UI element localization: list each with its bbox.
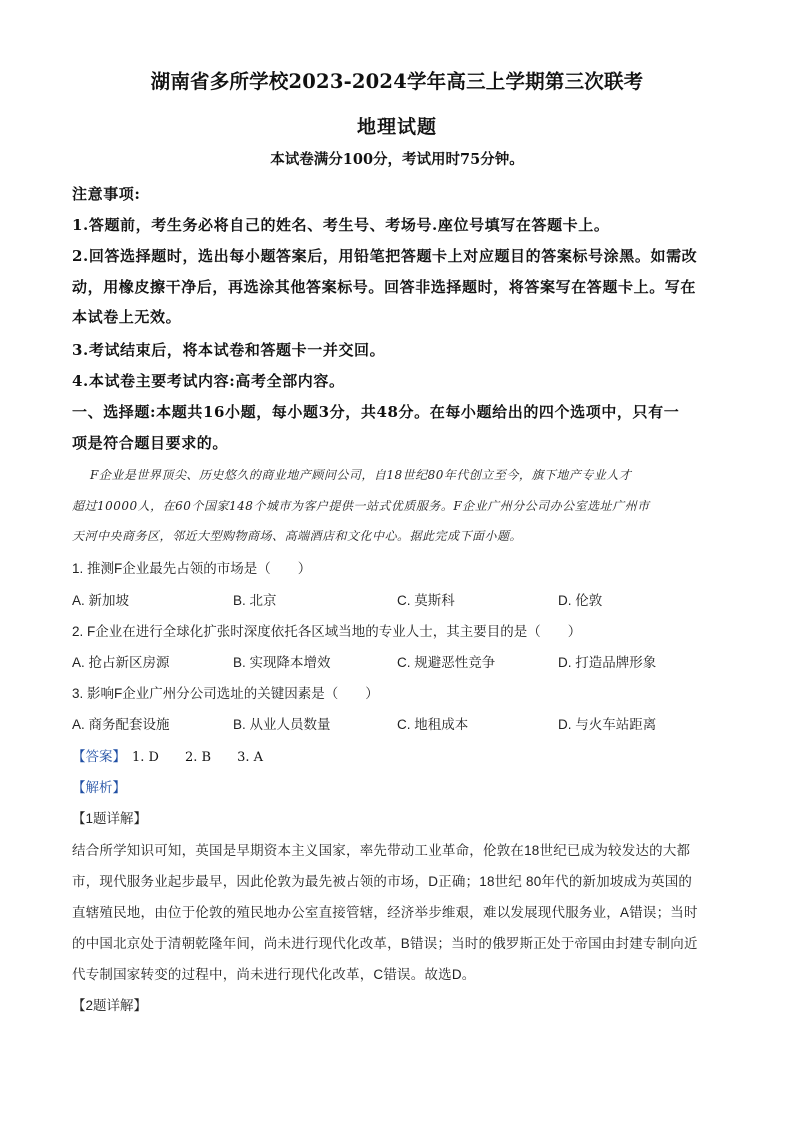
analysis-q1-line-1: 结合所学知识可知，英国是早期资本主义国家，率先带动工业革命，伦敦在18世纪已成为较发达的大都 xyxy=(72,843,691,858)
passage-line-1: F企业是世界顶尖、历史悠久的商业地产顾问公司，自18世纪80年代创立至今，旗下地产专业人才 xyxy=(90,468,632,482)
analysis-q1-heading: 【1题详解】 xyxy=(72,811,148,826)
question-1-stem: 1. 推测F企业最先占领的市场是（ ） xyxy=(72,561,312,576)
subject-title: 地理试题 xyxy=(356,116,437,138)
question-1-option-b: B. 北京 xyxy=(233,593,277,608)
note-item-2-line-3: 本试卷上无效。 xyxy=(72,308,182,326)
notes-heading: 注意事项: xyxy=(72,185,141,203)
note-item-3: 3.考试结束后，将本试卷和答题卡一并交回。 xyxy=(72,341,386,359)
question-1-option-d: D. 伦敦 xyxy=(558,593,603,608)
question-3-option-c: C. 地租成本 xyxy=(397,717,469,732)
note-item-2-line-2: 动，用橡皮擦干净后，再选涂其他答案标号。回答非选择题时，将答案写在答题卡上。写在 xyxy=(72,278,697,296)
question-2-stem: 2. F企业在进行全球化扩张时深度依托各区域当地的专业人士，其主要目的是（ ） xyxy=(72,624,582,639)
question-3-stem: 3. 影响F企业广州分公司选址的关键因素是（ ） xyxy=(72,686,379,701)
analysis-q1-line-2: 市，现代服务业起步最早，因此伦敦为最先被占领的市场，D正确；18世纪 80年代的新加坡成为英国的 xyxy=(72,874,693,889)
question-1-option-c: C. 莫斯科 xyxy=(397,593,455,608)
analysis-label: 【解析】 xyxy=(72,780,126,795)
question-3-option-b: B. 从业人员数量 xyxy=(233,717,331,732)
note-item-2-line-1: 2.回答选择题时，选出每小题答案后，用铅笔把答题卡上对应题目的答案标号涂黑。如需改 xyxy=(72,247,698,265)
answer-row xyxy=(72,745,263,766)
question-1-option-a: A. 新加坡 xyxy=(72,593,130,608)
question-2-option-d: D. 打造品牌形象 xyxy=(558,655,657,670)
answer-value-2: 2. B xyxy=(184,750,212,765)
question-2-option-b: B. 实现降本增效 xyxy=(233,655,331,670)
note-item-4: 4.本试卷主要考试内容:高考全部内容。 xyxy=(72,372,345,390)
answer-value-1: 1. D xyxy=(132,750,159,765)
question-3-option-d: D. 与火车站距离 xyxy=(558,717,657,732)
analysis-q1-line-3: 直辖殖民地，由位于伦敦的殖民地办公室直接管辖，经济举步维艰，难以发展现代服务业，A错误；当时 xyxy=(72,905,698,920)
question-2-option-c: C. 规避恶性竞争 xyxy=(397,655,496,670)
note-item-1: 1.答题前，考生务必将自己的姓名、考生号、考场号.座位号填写在答题卡上。 xyxy=(72,216,610,234)
analysis-q2-heading: 【2题详解】 xyxy=(72,998,148,1013)
question-3-option-a: A. 商务配套设施 xyxy=(72,717,170,732)
answer-label: 【答案】 xyxy=(72,749,126,764)
question-2-option-a: A. 抢占新区房源 xyxy=(72,655,170,670)
analysis-q1-line-5: 代专制国家转变的过程中，尚未进行现代化改革，C错误。故选D。 xyxy=(72,967,476,982)
exam-meta: 本试卷满分100分，考试用时75分钟。 xyxy=(270,151,524,168)
passage-line-2: 超过10000人，在60个国家148个城市为客户提供一站式优质服务。F企业广州分公司办公室选址广州市 xyxy=(72,499,650,513)
section-heading-line-1: 一、选择题:本题共16小题，每小题3分，共48分。在每小题给出的四个选项中，只有一 xyxy=(72,403,680,421)
exam-title: 湖南省多所学校2023-2024学年高三上学期第三次联考 xyxy=(150,70,644,93)
analysis-q1-line-4: 的中国北京处于清朝乾隆年间，尚未进行现代化改革，B错误；当时的俄罗斯正处于帝国由封建专制向近 xyxy=(72,936,698,951)
section-heading-line-2: 项是符合题目要求的。 xyxy=(72,434,229,452)
answer-value-3: 3. A xyxy=(237,750,263,765)
passage-line-3: 天河中央商务区，邻近大型购物商场、高端酒店和文化中心。据此完成下面小题。 xyxy=(72,529,523,543)
